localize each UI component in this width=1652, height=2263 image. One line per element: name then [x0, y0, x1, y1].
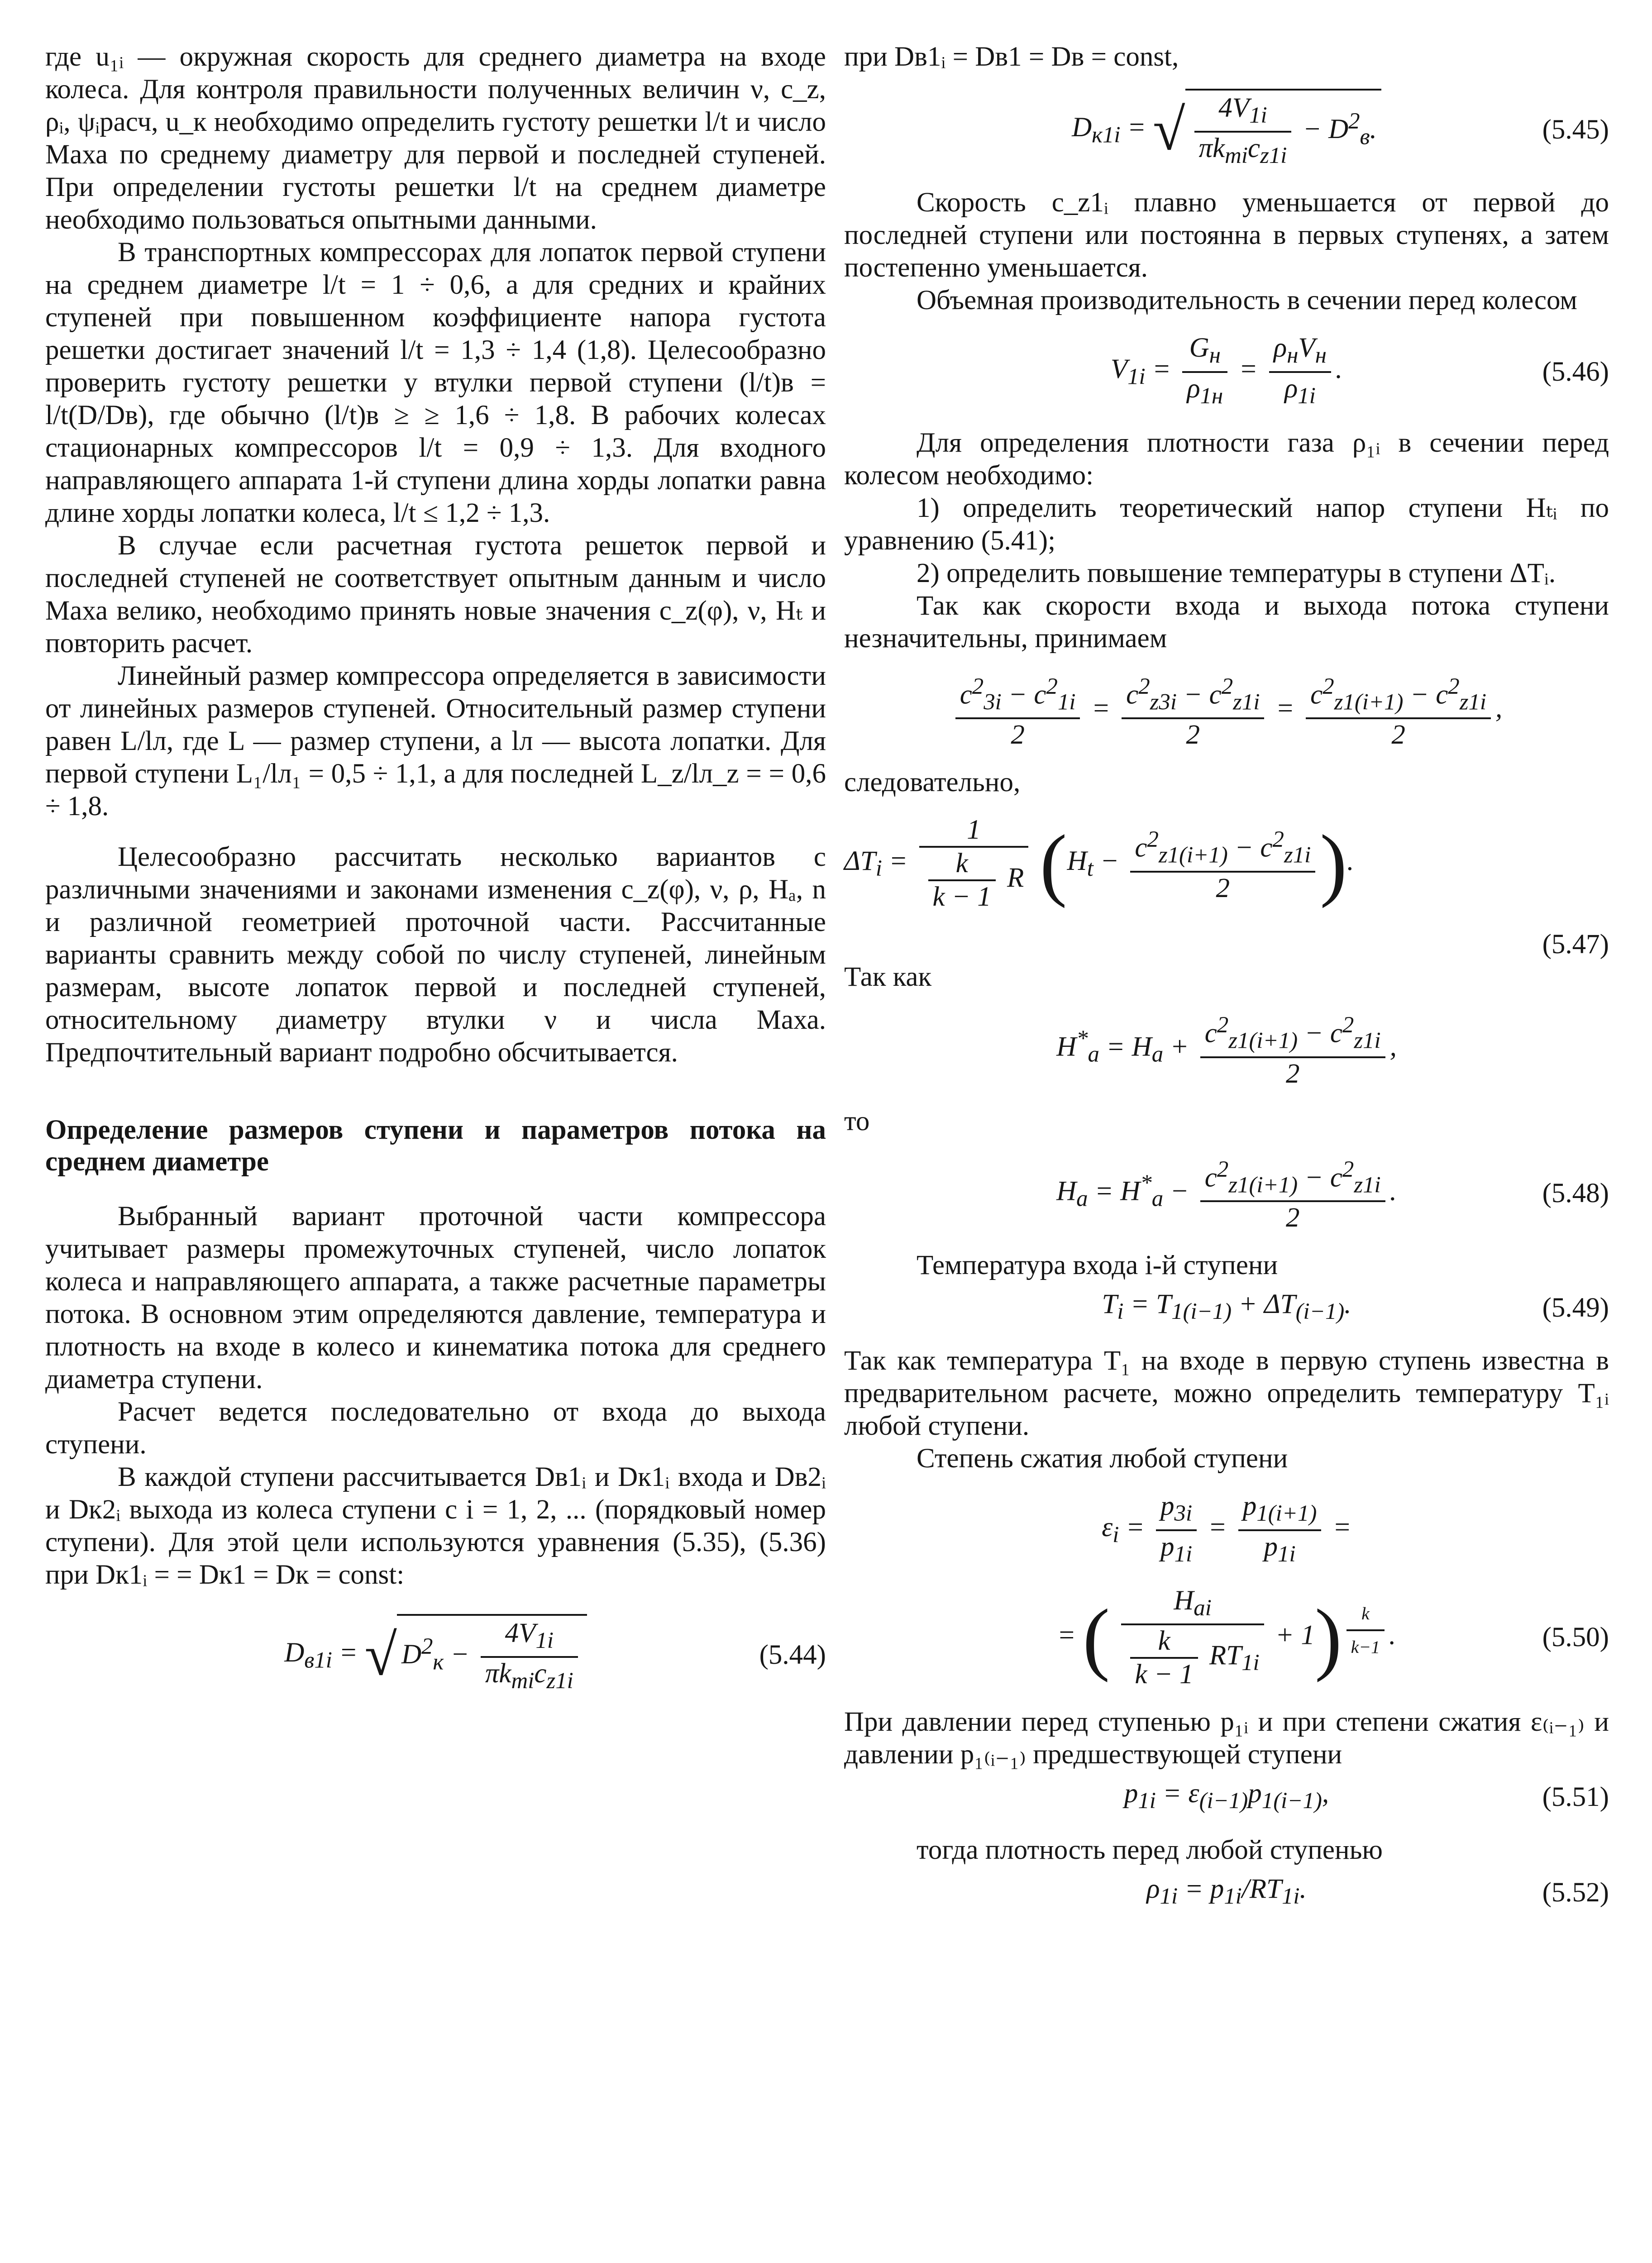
equation-5-48: $H_a = H^*_a$ − $\frac{c^2_{z1(i+1)} - c^2_{z1i}}{2}$ . (5.48) — [844, 1153, 1609, 1234]
equation-number: (5.47) — [1542, 929, 1609, 960]
equation-5-49: $T_i = T_{1(i-1)} + \Delta T_{(i-1)}$. (5.49) — [844, 1286, 1609, 1329]
equation-number: (5.44) — [759, 1640, 826, 1671]
paragraph: Степень сжатия любой ступени — [917, 1443, 1288, 1474]
paragraph: следовательно, — [844, 767, 1021, 798]
paragraph: Для определения плотности газа ρ₁ᵢ в сечении перед колесом необходимо: — [844, 427, 1609, 491]
equation-number: (5.45) — [1542, 115, 1609, 145]
equation-h-star: $H^*_a = H_a$ + $\frac{c^2_{z1(i+1)} - c^2_{z1i}}{2}$ , — [844, 1009, 1609, 1090]
paragraph: Температура входа i-й ступени — [917, 1250, 1278, 1281]
right-column — [844, 41, 1609, 1929]
paragraph: Целесообразно рассчитать несколько вариантов с различными значениями и законами изменения c_z(φ), ν, ρ, Hₐ, n и различной геометрией проточной части. Рассчитанные варианты сравнить между собой по числу ступеней, линейным размерам, высоте лопаток первой и последней ступеней, относительному диаметру втулки ν и числа Маха. Предпочтительный вариант подробно обсчитывается. — [45, 842, 826, 1068]
paragraph: Объемная производительность в сечении перед колесом — [917, 285, 1577, 316]
paragraph: Расчет ведется последовательно от входа до выхода ступени. — [45, 1397, 826, 1460]
paragraph: В каждой ступени рассчитывается Dв1ᵢ и Dк1ᵢ входа и Dв2ᵢ и Dк2ᵢ выхода из колеса ступени с i = 1, 2, ... (порядковый номер ступени). Для этой цели используются уравнения (5.35), (5.36) при Dк1ᵢ = = Dк1 = Dк = const: — [45, 1462, 826, 1590]
paragraph: В случае если расчетная густота решеток первой и последней ступеней не соответствует опытным данным и число Маха велико, необходимо принять новые значения c_z(φ), ν, Hₜ и повторить расчет. — [45, 530, 826, 659]
equation-number: (5.51) — [1542, 1781, 1609, 1812]
left-column — [45, 41, 826, 1719]
paragraph: Линейный размер компрессора определяется в зависимости от линейных размеров ступеней. Относительный размер ступени равен L/lл, где L — размер ступени, a lл — высота лопатки. Для первой ступени L₁/lл₁ = 0,5 ÷ 1,1, а для последней L_z/lл_z = = 0,6 ÷ 1,8. — [45, 661, 826, 821]
equation-epsilon: $\varepsilon_i$ = $\frac{p_{3i}}{p_{1i}}$ = $\frac{p_{1(i+1)}}{p_{1i}}$ = — [1102, 1491, 1351, 1566]
paragraph: Так как скорости входа и выхода потока ступени незначительны, принимаем — [844, 590, 1609, 654]
paragraph: тогда плотность перед любой ступенью — [917, 1835, 1383, 1866]
paragraph: где u₁ᵢ — окружная скорость для среднего диаметра на входе колеса. Для контроля правильности полученных величин ν, c_z, ρᵢ, ψᵢрасч, u_к необходимо определить густоту решетки l/t и число Маха по среднему диаметру для первой и последней ступеней. При определении густоты решетки l/t на среднем диаметре необходимо пользоваться опытными данными. — [45, 42, 826, 235]
equation-5-50: = ( $H_{ai}$ $\frac{k}{k - 1}$ $RT_{1i}$ + 1) $^{\frac{k}{k-1}}$ . (5.50) — [1057, 1585, 1609, 1690]
paragraph: при Dв1ᵢ = Dв1 = Dв = const, — [844, 42, 1179, 72]
section-heading: Определение размеров ступени и параметров потока на среднем диаметре — [45, 1115, 826, 1177]
equation-5-51: $p_{1i} = \varepsilon_{(i-1)}p_{1(i-1)}$, (5.51) — [844, 1776, 1609, 1819]
equation-number: (5.49) — [1542, 1292, 1609, 1323]
paragraph: Выбранный вариант проточной части компрессора учитывает размеры промежуточных ступеней, число лопаток колеса и направляющего аппарата, а также расчетные параметры потока. В основном этим определяются давление, температура и плотность на входе в колесо и кинематика потока для среднего диаметра ступени. — [45, 1201, 826, 1394]
list-item: 1) определить теоретический напор ступени Hₜᵢ по уравнению (5.41); — [844, 492, 1609, 556]
equation-number: (5.50) — [1542, 1622, 1609, 1653]
paragraph: Скорость c_z1ᵢ плавно уменьшается от первой до последней ступени или постоянна в первых ступенях, а затем постепенно уменьшается. — [844, 187, 1609, 283]
equation-velocities: $\frac{c^2_{3i} - c^2_{1i}}{2}$ = $\frac{c^2_{z3i} - c^2_{z1i}}{2}$ = $\frac{c^2_{z1(i+1)} - c^2_{z1i}}{2}$ , — [844, 670, 1609, 751]
paragraph: В транспортных компрессорах для лопаток первой ступени на среднем диаметре l/t = 1 ÷ 0,6, а для средних и крайних ступеней при повышенном коэффициенте напора густота решетки достигает значений l/t = 1,3 ÷ 1,4 (1,8). Целесообразно проверить густоту решетки у втулки первой ступени (l/t)в = l/t(D/Dв), где обычно (l/t)в ≥ ≥ 1,6 ÷ 1,8. В рабочих колесах стационарных компрессоров l/t = 0,9 ÷ 1,3. Для входного направляющего аппарата 1-й ступени длина хорды лопатки равна длине хорды лопатки колеса, l/t ≤ 1,2 ÷ 1,3. — [45, 237, 826, 528]
equation-5-45: $D_{к1i}$ = √ $\frac{4V_{1i}}{\pi k_{mi}c_{z1i}}$ − $D^2_в$. (5.45) — [844, 89, 1609, 171]
equation-number: (5.52) — [1542, 1877, 1609, 1908]
paragraph: Так как температура T₁ на входе в первую ступень известна в предварительном расчете, можно определить температуру T₁ᵢ любой ступени. — [844, 1346, 1609, 1442]
equation-5-47: $\Delta T_i$ = 1 $\frac{k}{k - 1}$ R ($H_t$ − $\frac{c^2_{z1(i+1)} - c^2_{z1i}}{2}$ ). — [844, 815, 1354, 912]
equation-5-46: $V_{1i}$ = $\frac{G_н}{\rho_{1н}}$ = $\frac{\rho_нV_н}{\rho_{1i}}$ . (5.46) — [1110, 333, 1609, 408]
list-item: 2) определить повышение температуры в ступени ΔTᵢ. — [917, 558, 1556, 588]
equation-5-52: $\rho_{1i} = p_{1i}/RT_{1i}$. (5.52) — [844, 1871, 1609, 1914]
equation-number: (5.48) — [1542, 1178, 1609, 1209]
paragraph: Так как — [844, 962, 932, 993]
equation-5-44: $D_{в1i}$ = √ $D^2_к$ − $\frac{4V_{1i}}{\pi k_{mi}c_{z1i}}$ (5.44) — [45, 1614, 826, 1696]
paragraph: При давлении перед ступенью p₁ᵢ и при степени сжатия ε₍ᵢ₋₁₎ и давлении p₁₍ᵢ₋₁₎ предшествующей ступени — [844, 1707, 1609, 1770]
paragraph: то — [844, 1106, 870, 1136]
equation-number: (5.46) — [1542, 356, 1609, 387]
